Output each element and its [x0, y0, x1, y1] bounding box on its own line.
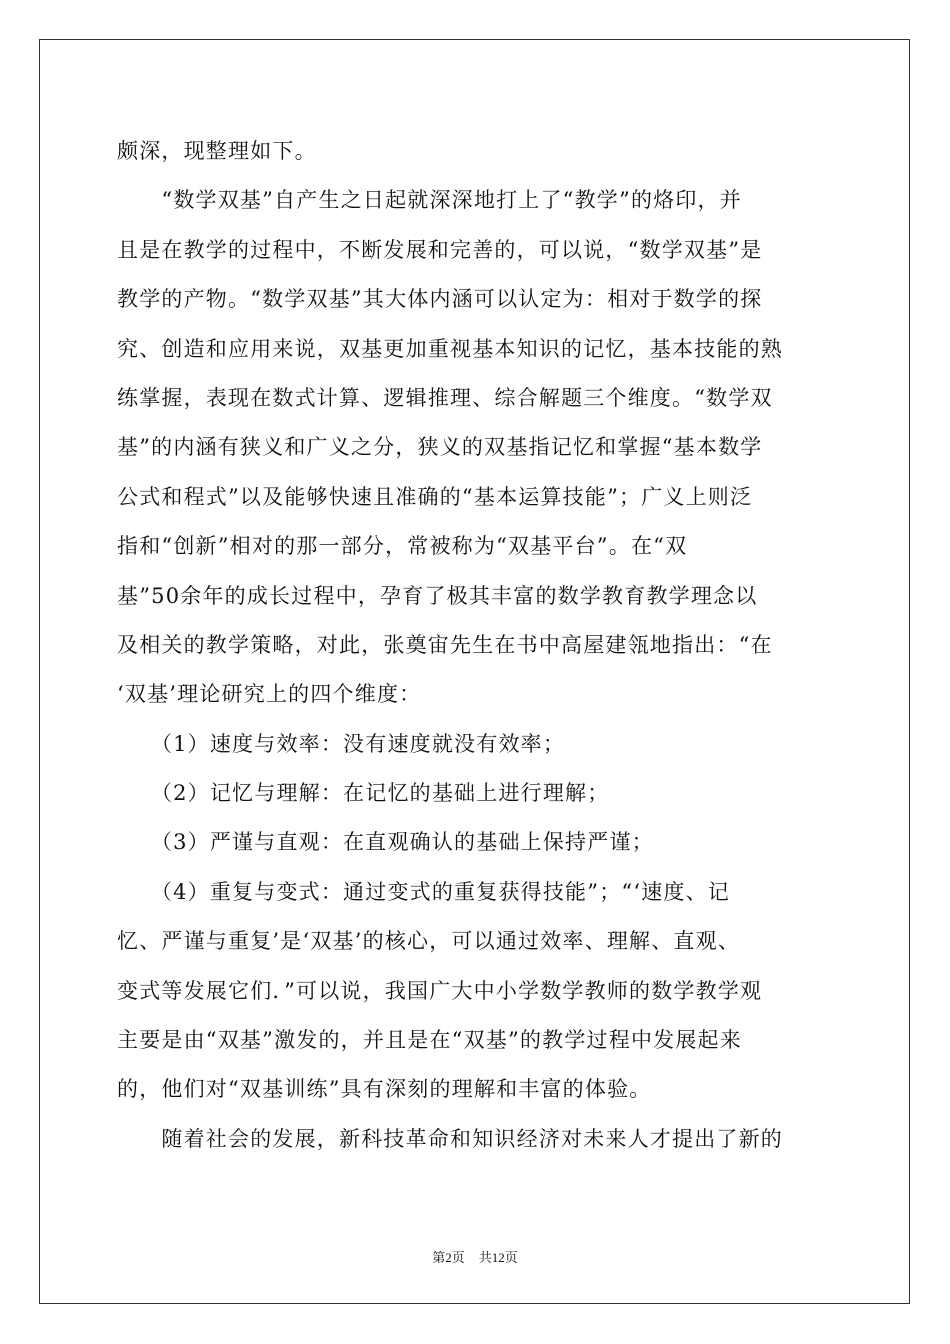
text-line: 颇深，现整理如下。 — [117, 139, 317, 163]
text-line: “数学双基”自产生之日起就深深地打上了“教学”的烙印，并 — [117, 188, 742, 213]
page-number: 第2页 — [432, 1250, 465, 1265]
text-line: 忆、严谨与重复’是‘双基’的核心，可以通过效率、理解、直观、 — [117, 929, 741, 954]
page-footer — [0, 1247, 950, 1266]
text-line: （4）重复与变式：通过变式的重复获得技能”；“‘速度、记 — [117, 879, 731, 904]
text-line: 基”50余年的成长过程中，孕育了极其丰富的数学教育教学理念以 — [117, 583, 758, 608]
text-line: 主要是由“双基”激发的，并且是在“双基”的教学过程中发展起来 — [117, 1028, 742, 1053]
page-total: 共12页 — [478, 1250, 518, 1265]
text-line: 的，他们对“双基训练”具有深刻的理解和丰富的体验。 — [117, 1077, 652, 1102]
text-line: 及相关的教学策略，对此，张奠宙先生在书中高屋建瓴地指出：“在 — [117, 632, 773, 657]
document-body — [117, 127, 835, 1164]
text-line: ‘双基’理论研究上的四个维度： — [117, 682, 422, 707]
text-line: （2）记忆与理解：在记忆的基础上进行理解； — [117, 781, 610, 806]
text-line: 究、创造和应用来说，双基更加重视基本知识的记忆，基本技能的熟 — [117, 336, 783, 361]
text-line: 且是在教学的过程中，不断发展和完善的，可以说，“数学双基”是 — [117, 237, 763, 262]
text-line: 教学的产物。“数学双基”其大体内涵可以认定为：相对于数学的探 — [117, 287, 763, 312]
text-line: （3）严谨与直观：在直观确认的基础上保持严谨； — [117, 830, 654, 855]
text-line: （1）速度与效率：没有速度就没有效率； — [117, 731, 566, 756]
text-line: 基”的内涵有狭义和广义之分，狭义的双基指记忆和掌握“基本数学 — [117, 435, 763, 460]
text-line: 指和“创新”相对的那一部分，常被称为“双基平台”。在“双 — [117, 534, 688, 559]
text-line: 随着社会的发展，新科技革命和知识经济对未来人才提出了新的 — [117, 1126, 783, 1151]
text-line: 变式等发展它们．”可以说，我国广大中小学数学教师的数学教学观 — [117, 978, 763, 1003]
text-line: 公式和程式”以及能够快速且准确的“基本运算技能”；广义上则泛 — [117, 484, 753, 509]
text-line: 练掌握，表现在数式计算、逻辑推理、综合解题三个维度。“数学双 — [117, 385, 773, 410]
